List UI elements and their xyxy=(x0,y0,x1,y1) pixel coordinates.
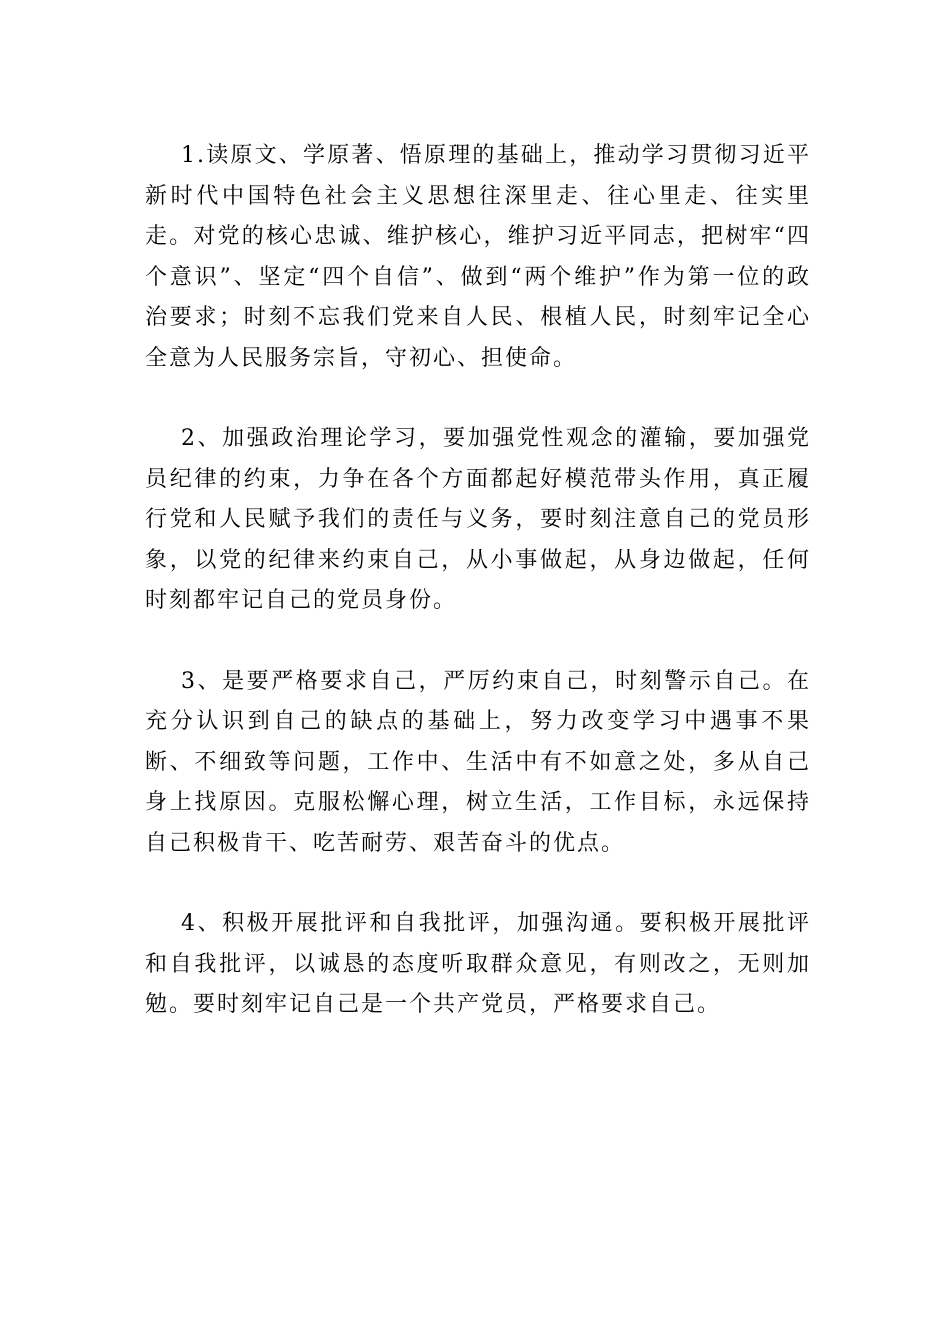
document-body xyxy=(145,136,811,1066)
paragraph-1: 1.读原文、学原著、悟原理的基础上，推动学习贯彻习近平新时代中国特色社会主义思想往深里走、往心里走、往实里走。对党的核心忠诚、维护核心，维护习近平同志，把树牢“四个意识”、坚定“四个自信”、做到“两个维护”作为第一位的政治要求；时刻不忘我们党来自人民、根植人民，时刻牢记全心全意为人民服务宗旨，守初心、担使命。 xyxy=(145,143,811,371)
paragraph-2: 2、加强政治理论学习，要加强党性观念的灌输，要加强党员纪律的约束，力争在各个方面都起好模范带头作用，真正履行党和人民赋予我们的责任与义务，要时刻注意自己的党员形象，以党的纪律来约束自己，从小事做起，从身边做起，任何时刻都牢记自己的党员身份。 xyxy=(145,426,811,613)
paragraph-3: 3、是要严格要求自己，严厉约束自己，时刻警示自己。在充分认识到自己的缺点的基础上，努力改变学习中遇事不果断、不细致等问题，工作中、生活中有不如意之处，多从自己身上找原因。克服松懈心理，树立生活，工作目标，永远保持自己积极肯干、吃苦耐劳、艰苦奋斗的优点。 xyxy=(145,668,811,856)
paragraph-4: 4、积极开展批评和自我批评，加强沟通。要积极开展批评和自我批评，以诚恳的态度听取群众意见，有则改之，无则加勉。要时刻牢记自己是一个共产党员，严格要求自己。 xyxy=(145,911,811,1017)
